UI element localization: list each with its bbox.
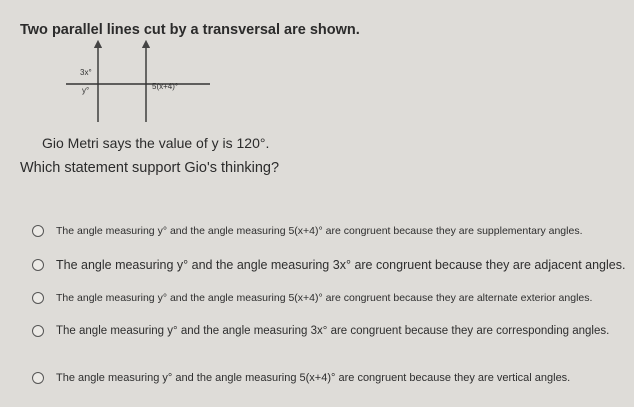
- answer-option-3[interactable]: [32, 292, 592, 304]
- angle-label-y: y°: [82, 86, 90, 95]
- option-text: The angle measuring y° and the angle measuring 5(x+4)° are congruent because they are alternate exterior angles.: [56, 292, 593, 304]
- angle-label-5x4: 5(x+4)°: [152, 82, 179, 91]
- option-text: The angle measuring y° and the angle measuring 5(x+4)° are congruent because they are supplementary angles.: [56, 225, 583, 237]
- option-text: The angle measuring y° and the angle measuring 5(x+4)° are congruent because they are vertical angles.: [56, 372, 571, 384]
- answer-option-1[interactable]: [32, 225, 583, 237]
- question-text: Which statement support Gio's thinking?: [20, 160, 280, 176]
- radio-button[interactable]: [32, 325, 44, 337]
- answer-option-4[interactable]: [32, 325, 609, 337]
- radio-button[interactable]: [32, 225, 44, 237]
- radio-button[interactable]: [32, 259, 44, 271]
- option-text: The angle measuring y° and the angle measuring 3x° are congruent because they are adjacent angles.: [56, 258, 626, 272]
- angle-label-3x: 3x°: [80, 68, 92, 77]
- figure-drawing: [60, 38, 220, 124]
- radio-button[interactable]: [32, 372, 44, 384]
- gio-claim: Gio Metri says the value of y is 120°.: [42, 135, 270, 151]
- option-text: The angle measuring y° and the angle measuring 3x° are congruent because they are corresponding angles.: [56, 325, 610, 337]
- answer-option-5[interactable]: [32, 372, 570, 384]
- radio-button[interactable]: [32, 292, 44, 304]
- answer-option-2[interactable]: [32, 258, 625, 272]
- parallel-lines-figure: [60, 38, 220, 124]
- problem-prompt: Two parallel lines cut by a transversal are shown.: [20, 22, 360, 38]
